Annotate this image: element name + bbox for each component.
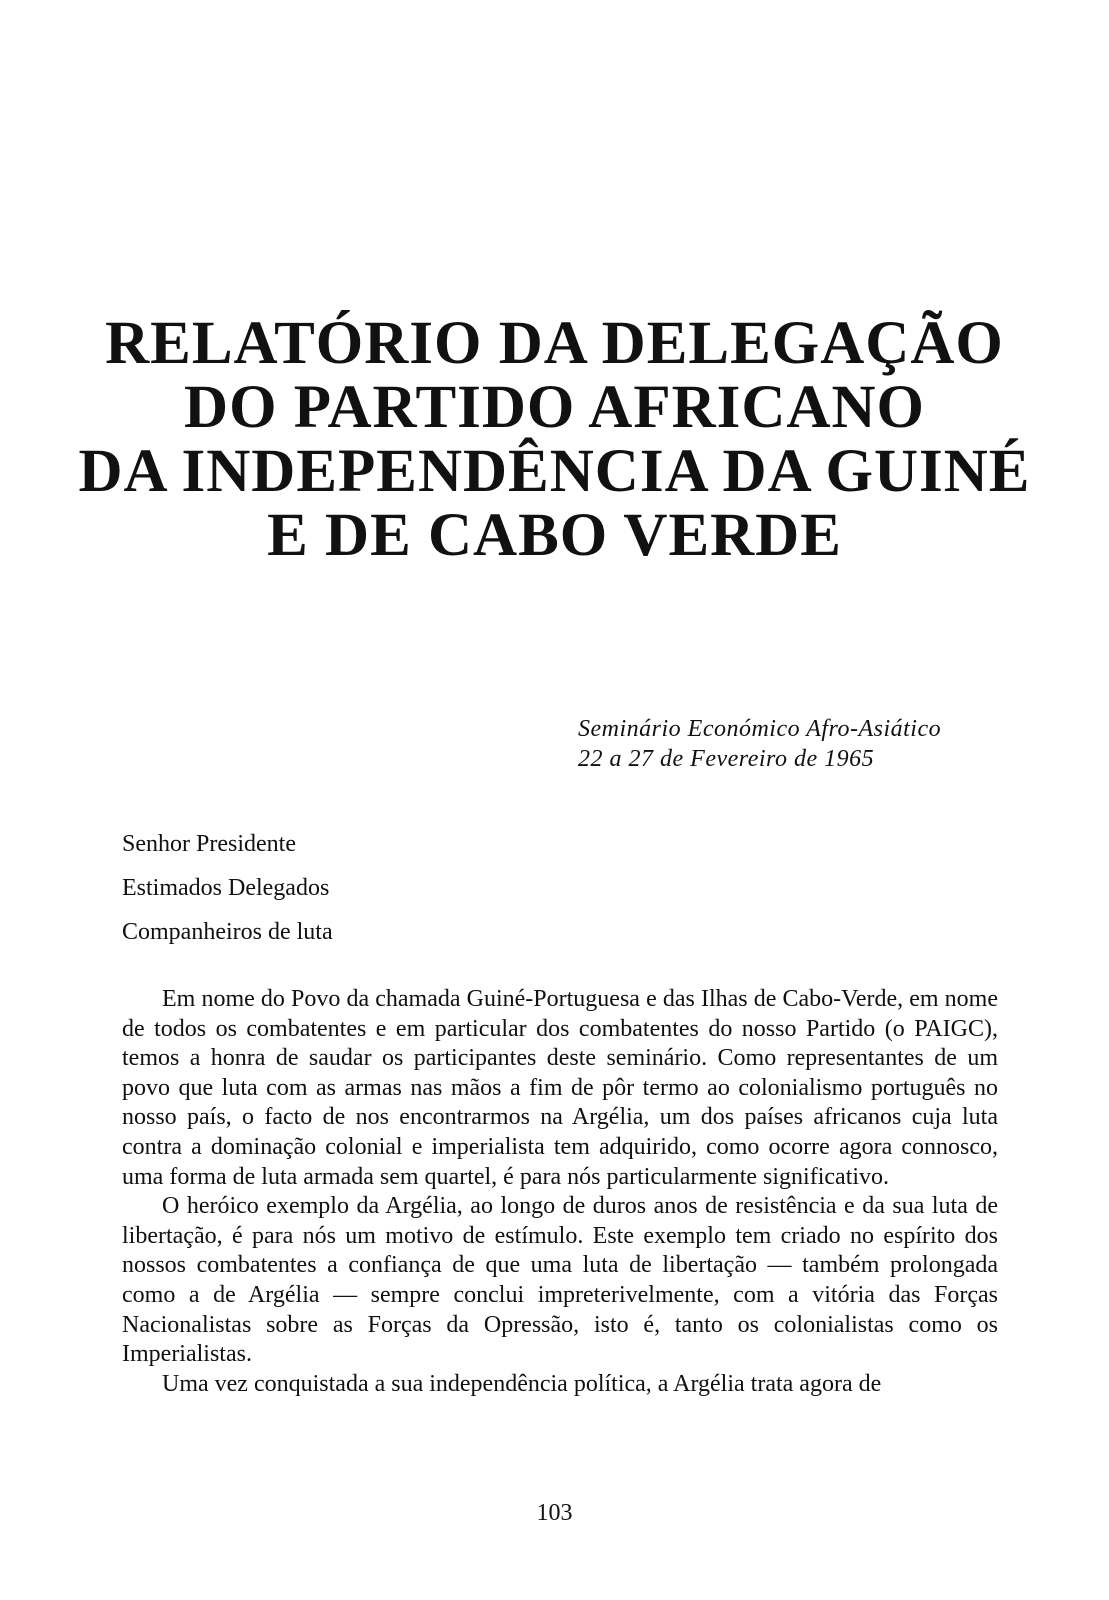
title-line: RELATÓRIO DA DELEGAÇÃO [105,310,1004,377]
paragraph: Uma vez conquistada a sua independência política, a Argélia trata agora de [162,1370,882,1397]
page-number: 103 [536,1500,573,1526]
body-text [122,985,998,1399]
salutation-line: Companheiros de luta [122,919,333,945]
paragraph: O heróico exemplo da Argélia, ao longo de duros anos de resistência e da sua luta de libertação, é para nós um motivo de estímulo. Este exemplo tem criado no espírito dos nossos combatentes a confiança de que uma luta de libertação — também prolongada como a de Argélia — sempre conclui impreterivelmente, com a vitória das Forças Nacionalistas sobre as Forças da Opressão, isto é, tanto os colonialistas como os Imperialistas. [122,1193,998,1368]
title-line: DO PARTIDO AFRICANO [184,374,925,441]
event-date: 22 a 27 de Fevereiro de 1965 [578,746,875,772]
salutation-line: Estimados Delegados [122,875,330,901]
document-title [0,312,1109,568]
salutation [122,822,333,954]
paragraph: Em nome do Povo da chamada Guiné-Portuguesa e das Ilhas de Cabo-Verde, em nome de todos os combatentes e em particular dos combatentes do nosso Partido (o PAIGC), temos a honra de saudar os participantes deste seminário. Como representantes de um povo que luta com as armas nas mãos a fim de pôr termo ao colonialismo português no nosso país, o facto de nos encontrarmos na Argélia, um dos países africanos cuja luta contra a dominação colonial e imperialista tem adquirido, como ocorre agora connosco, uma forma de luta armada sem quartel, é para nós particularmente significativo. [122,986,998,1190]
title-line: DA INDEPENDÊNCIA DA GUINÉ [78,438,1031,505]
title-line: E DE CABO VERDE [267,502,842,569]
event-name: Seminário Económico Afro-Asiático [578,716,942,742]
event-subtitle [578,714,941,774]
salutation-line: Senhor Presidente [122,831,296,857]
